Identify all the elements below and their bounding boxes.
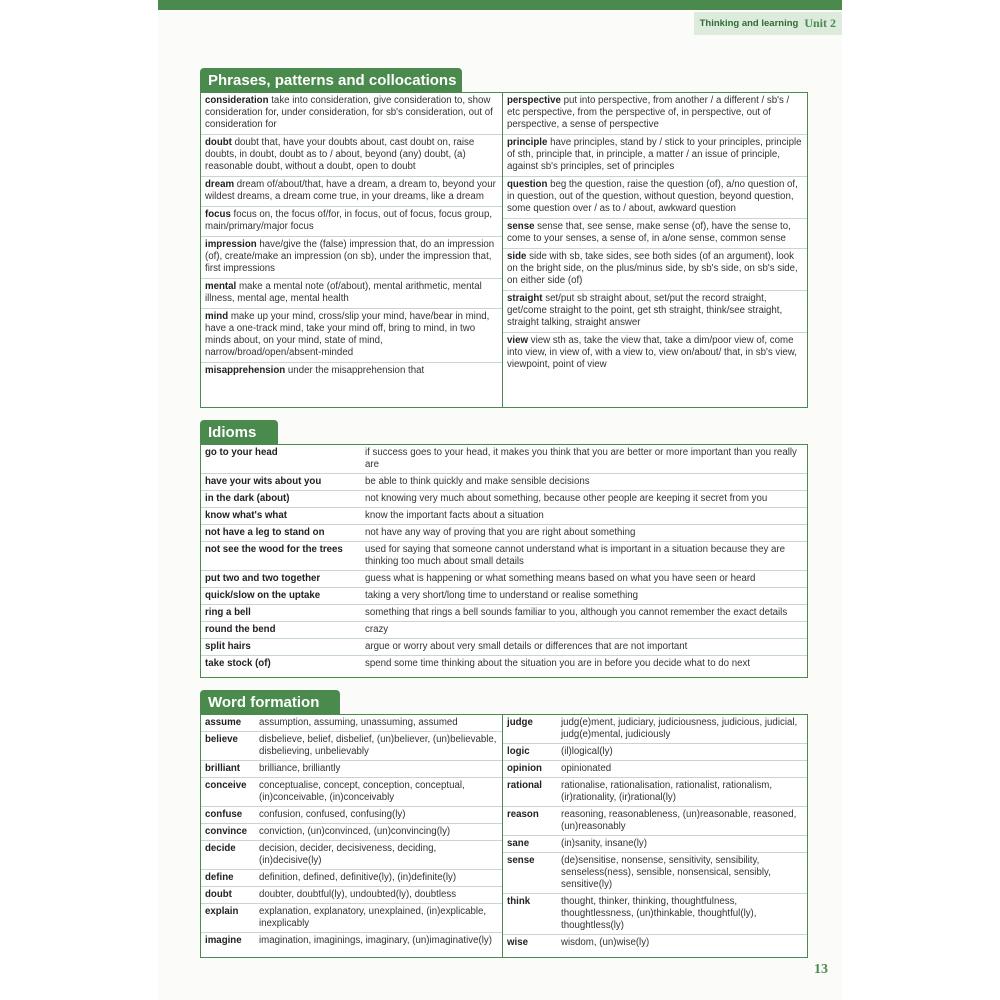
word-formation-row — [201, 904, 502, 933]
headword: consideration — [205, 95, 269, 106]
headword: principle — [507, 137, 548, 148]
headword: think — [507, 896, 531, 907]
idiom-phrase: take stock (of) — [205, 658, 271, 669]
textbook-page — [158, 0, 842, 1000]
headword: sane — [507, 838, 530, 849]
headword: assume — [205, 717, 242, 728]
idiom-meaning: not knowing very much about something, because other people are keeping it secret from you — [365, 493, 768, 504]
idiom-meaning: if success goes to your head, it makes you think that you are better or more important than you really are — [365, 447, 797, 470]
word-forms: thought, thinker, thinking, thoughtfulness, thoughtlessness, (un)thinkable, thoughtful(ly), thoughtless(ly) — [561, 896, 757, 931]
idiom-phrase: have your wits about you — [205, 476, 322, 487]
word-formation-row — [201, 887, 502, 904]
collocation-entry — [201, 279, 502, 309]
collocation-entry — [201, 135, 502, 177]
headword: define — [205, 872, 234, 883]
word-formation-row — [201, 841, 502, 870]
word-formation-row — [201, 870, 502, 887]
headword: decide — [205, 843, 236, 854]
collocation-text: have principles, stand by / stick to your principles, principle of sth, principle that, in principle, a matter / an issue of principle, against sb's principles, set of principles — [507, 137, 802, 172]
word-forms: imagination, imaginings, imaginary, (un)imaginative(ly) — [259, 935, 492, 946]
collocation-text: side with sb, take sides, see both sides (of an argument), look on the bright side, on the plus/minus side, by sb's side, on sb's side, on either side (of) — [507, 251, 798, 286]
collocation-entry — [503, 249, 807, 291]
collocation-entry — [201, 309, 502, 363]
word-forms: judg(e)ment, judiciary, judiciousness, judicious, judicial, judg(e)mental, judiciously — [561, 717, 798, 740]
word-formation-row — [503, 807, 807, 836]
idiom-meaning: something that rings a bell sounds familiar to you, although you cannot remember the exact details — [365, 607, 788, 618]
headword: dream — [205, 179, 235, 190]
word-forms: opinionated — [561, 763, 612, 774]
idiom-row — [201, 445, 807, 474]
collocation-text: make a mental note (of/about), mental arithmetic, mental illness, mental age, mental health — [205, 281, 482, 304]
word-formation-row — [503, 935, 807, 951]
idiom-meaning: used for saying that someone cannot understand what is important in a situation because they are thinking too much about small details — [365, 544, 786, 567]
word-forms: assumption, assuming, unassuming, assumed — [259, 717, 458, 728]
idioms-box — [200, 444, 808, 678]
idiom-phrase: not see the wood for the trees — [205, 544, 343, 555]
idiom-row — [201, 542, 807, 571]
header-unit: Unit 2 — [804, 16, 836, 30]
word-forms: rationalise, rationalisation, rationalist, rationalism, (ir)rationality, (ir)rational(ly) — [561, 780, 773, 803]
headword: view — [507, 335, 529, 346]
collocation-entry — [503, 333, 807, 374]
headword: imagine — [205, 935, 242, 946]
headword: doubt — [205, 889, 232, 900]
headword: doubt — [205, 137, 232, 148]
phrases-left-column — [201, 93, 502, 407]
idioms-rows — [201, 445, 807, 672]
collocation-entry — [503, 93, 807, 135]
idiom-meaning: argue or worry about very small details or differences that are not important — [365, 641, 688, 652]
collocation-text: put into perspective, from another / a different / sb's / etc perspective, from the perspective of, in perspective, out of perspective, a sense of perspective — [507, 95, 790, 130]
headword: misapprehension — [205, 365, 286, 376]
word-forms: reasoning, reasonableness, (un)reasonable, reasoned, (un)reasonably — [561, 809, 797, 832]
word-formation-row — [503, 744, 807, 761]
idiom-phrase: in the dark (about) — [205, 493, 290, 504]
word-formation-row — [201, 761, 502, 778]
headword: straight — [507, 293, 543, 304]
idiom-meaning: taking a very short/long time to understand or realise something — [365, 590, 639, 601]
collocation-text: under the misapprehension that — [287, 365, 425, 376]
idiom-row — [201, 508, 807, 525]
idiom-meaning: crazy — [365, 624, 389, 635]
word-forms: (il)logical(ly) — [561, 746, 613, 757]
idiom-phrase: round the bend — [205, 624, 276, 635]
running-header — [694, 12, 842, 35]
word-forms: conviction, (un)convinced, (un)convincing(ly) — [259, 826, 451, 837]
collocation-text: focus on, the focus of/for, in focus, out of focus, focus group, main/primary/major focus — [205, 209, 493, 232]
idiom-phrase: ring a bell — [205, 607, 251, 618]
collocation-entry — [201, 93, 502, 135]
headword: mind — [205, 311, 229, 322]
word-formation-left-column — [201, 715, 502, 957]
idiom-phrase: split hairs — [205, 641, 251, 652]
collocation-text: take into consideration, give consideration to, show consideration for, under consideration, for sb's consideration, out of consideration for — [205, 95, 493, 130]
headword: reason — [507, 809, 539, 820]
word-forms: wisdom, (un)wise(ly) — [561, 937, 650, 948]
headword: wise — [507, 937, 529, 948]
idiom-phrase: know what's what — [205, 510, 287, 521]
collocation-entry — [201, 363, 502, 380]
word-formation-row — [201, 824, 502, 841]
idiom-meaning: spend some time thinking about the situation you are in before you decide what to do next — [365, 658, 751, 669]
idiom-meaning: not have any way of proving that you are right about something — [365, 527, 636, 538]
headword: conceive — [205, 780, 247, 791]
collocation-text: have/give the (false) impression that, do an impression (of), create/make an impression (on sb), under the impression that, first impressions — [205, 239, 495, 274]
word-formation-section-title — [200, 690, 340, 714]
headword: mental — [205, 281, 237, 292]
collocation-entry — [503, 219, 807, 249]
headword: sense — [507, 221, 535, 232]
phrases-title-text: Phrases, patterns and collocations — [208, 71, 457, 89]
word-formation-row — [201, 732, 502, 761]
word-formation-row — [503, 778, 807, 807]
idiom-phrase: go to your head — [205, 447, 278, 458]
word-forms: brilliance, brilliantly — [259, 763, 341, 774]
headword: focus — [205, 209, 231, 220]
word-forms: (in)sanity, insane(ly) — [561, 838, 647, 849]
headword: sense — [507, 855, 535, 866]
idiom-row — [201, 491, 807, 508]
idiom-phrase: quick/slow on the uptake — [205, 590, 321, 601]
word-forms: disbelieve, belief, disbelief, (un)believer, (un)believable, disbelieving, unbelievably — [259, 734, 497, 757]
word-forms: decision, decider, decisiveness, deciding, (in)decisive(ly) — [259, 843, 437, 866]
idiom-row — [201, 525, 807, 542]
headword: side — [507, 251, 527, 262]
collocation-entry — [503, 177, 807, 219]
idiom-row — [201, 605, 807, 622]
word-forms: conceptualise, concept, conception, conceptual, (in)conceivable, (in)conceivably — [259, 780, 465, 803]
word-formation-row — [503, 853, 807, 894]
word-formation-title-text: Word formation — [208, 693, 320, 711]
header-section: Thinking and learning — [699, 18, 799, 29]
idiom-meaning: know the important facts about a situation — [365, 510, 544, 521]
collocation-text: beg the question, raise the question (of), a/no question of, in question, out of the question, without question, beyond question, some question over / as to / about, awkward question — [507, 179, 798, 214]
word-forms: confusion, confused, confusing(ly) — [259, 809, 406, 820]
idiom-row — [201, 639, 807, 656]
word-formation-row — [201, 807, 502, 824]
idiom-row — [201, 474, 807, 491]
headword: believe — [205, 734, 238, 745]
collocation-text: doubt that, have your doubts about, cast doubt on, raise doubts, in doubt, doubt as to / about, beyond (any) doubt, (a) reasonable doubt, without a doubt, open to doubt — [205, 137, 475, 172]
word-formation-row — [503, 836, 807, 853]
idiom-row — [201, 571, 807, 588]
word-forms: definition, defined, definitive(ly), (in)definite(ly) — [259, 872, 457, 883]
idiom-phrase: not have a leg to stand on — [205, 527, 325, 538]
idiom-meaning: guess what is happening or what something means based on what you have seen or heard — [365, 573, 756, 584]
word-formation-row — [503, 761, 807, 778]
idiom-row — [201, 656, 807, 672]
collocation-text: set/put sb straight about, set/put the record straight, get/come straight to the point, get sth straight, think/see straight, straight talking, straight answer — [507, 293, 783, 328]
collocation-text: dream of/about/that, have a dream, a dream to, beyond your wildest dreams, a dream come true, in your dreams, like a dream — [205, 179, 496, 202]
idiom-meaning: be able to think quickly and make sensible decisions — [365, 476, 590, 487]
headword: logic — [507, 746, 530, 757]
idiom-phrase: put two and two together — [205, 573, 321, 584]
phrases-box — [200, 92, 808, 408]
headword: question — [507, 179, 548, 190]
word-forms: explanation, explanatory, unexplained, (in)explicable, inexplicably — [259, 906, 487, 929]
word-forms: doubter, doubtful(ly), undoubted(ly), doubtless — [259, 889, 457, 900]
headword: explain — [205, 906, 239, 917]
word-formation-row — [201, 778, 502, 807]
headword: judge — [507, 717, 533, 728]
collocation-entry — [503, 135, 807, 177]
word-formation-right-column — [503, 715, 807, 957]
collocation-entry — [201, 177, 502, 207]
collocation-entry — [201, 207, 502, 237]
word-formation-row — [503, 894, 807, 935]
word-formation-row — [201, 715, 502, 732]
collocation-text: view sth as, take the view that, take a dim/poor view of, come into view, in view of, with a view to, view on/about/ that, in sb's view, viewpoint, point of view — [507, 335, 797, 370]
page-number: 13 — [814, 962, 828, 977]
headword: confuse — [205, 809, 243, 820]
idioms-title-text: Idioms — [208, 423, 257, 441]
collocation-entry — [201, 237, 502, 279]
collocation-entry — [503, 291, 807, 333]
top-color-bar — [158, 0, 842, 10]
idioms-section-title — [200, 420, 278, 444]
word-forms: (de)sensitise, nonsense, sensitivity, sensibility, senseless(ness), sensible, nonsensical, sensibly, sensitive(ly) — [561, 855, 771, 890]
headword: convince — [205, 826, 247, 837]
headword: rational — [507, 780, 542, 791]
headword: opinion — [507, 763, 542, 774]
word-formation-row — [503, 715, 807, 744]
headword: perspective — [507, 95, 561, 106]
headword: brilliant — [205, 763, 240, 774]
word-formation-box — [200, 714, 808, 958]
phrases-section-title — [200, 68, 462, 92]
collocation-text: sense that, see sense, make sense (of), have the sense to, come to your senses, a sense of, in a/one sense, common sense — [507, 221, 791, 244]
collocation-text: make up your mind, cross/slip your mind, have/bear in mind, have a one-track mind, take your mind off, bring to mind, in two minds about, on your mind, state of mind, narrow/broad/open/absent-minded — [205, 311, 490, 358]
phrases-right-column — [503, 93, 807, 407]
idiom-row — [201, 622, 807, 639]
headword: impression — [205, 239, 257, 250]
idiom-row — [201, 588, 807, 605]
word-formation-row — [201, 933, 502, 949]
